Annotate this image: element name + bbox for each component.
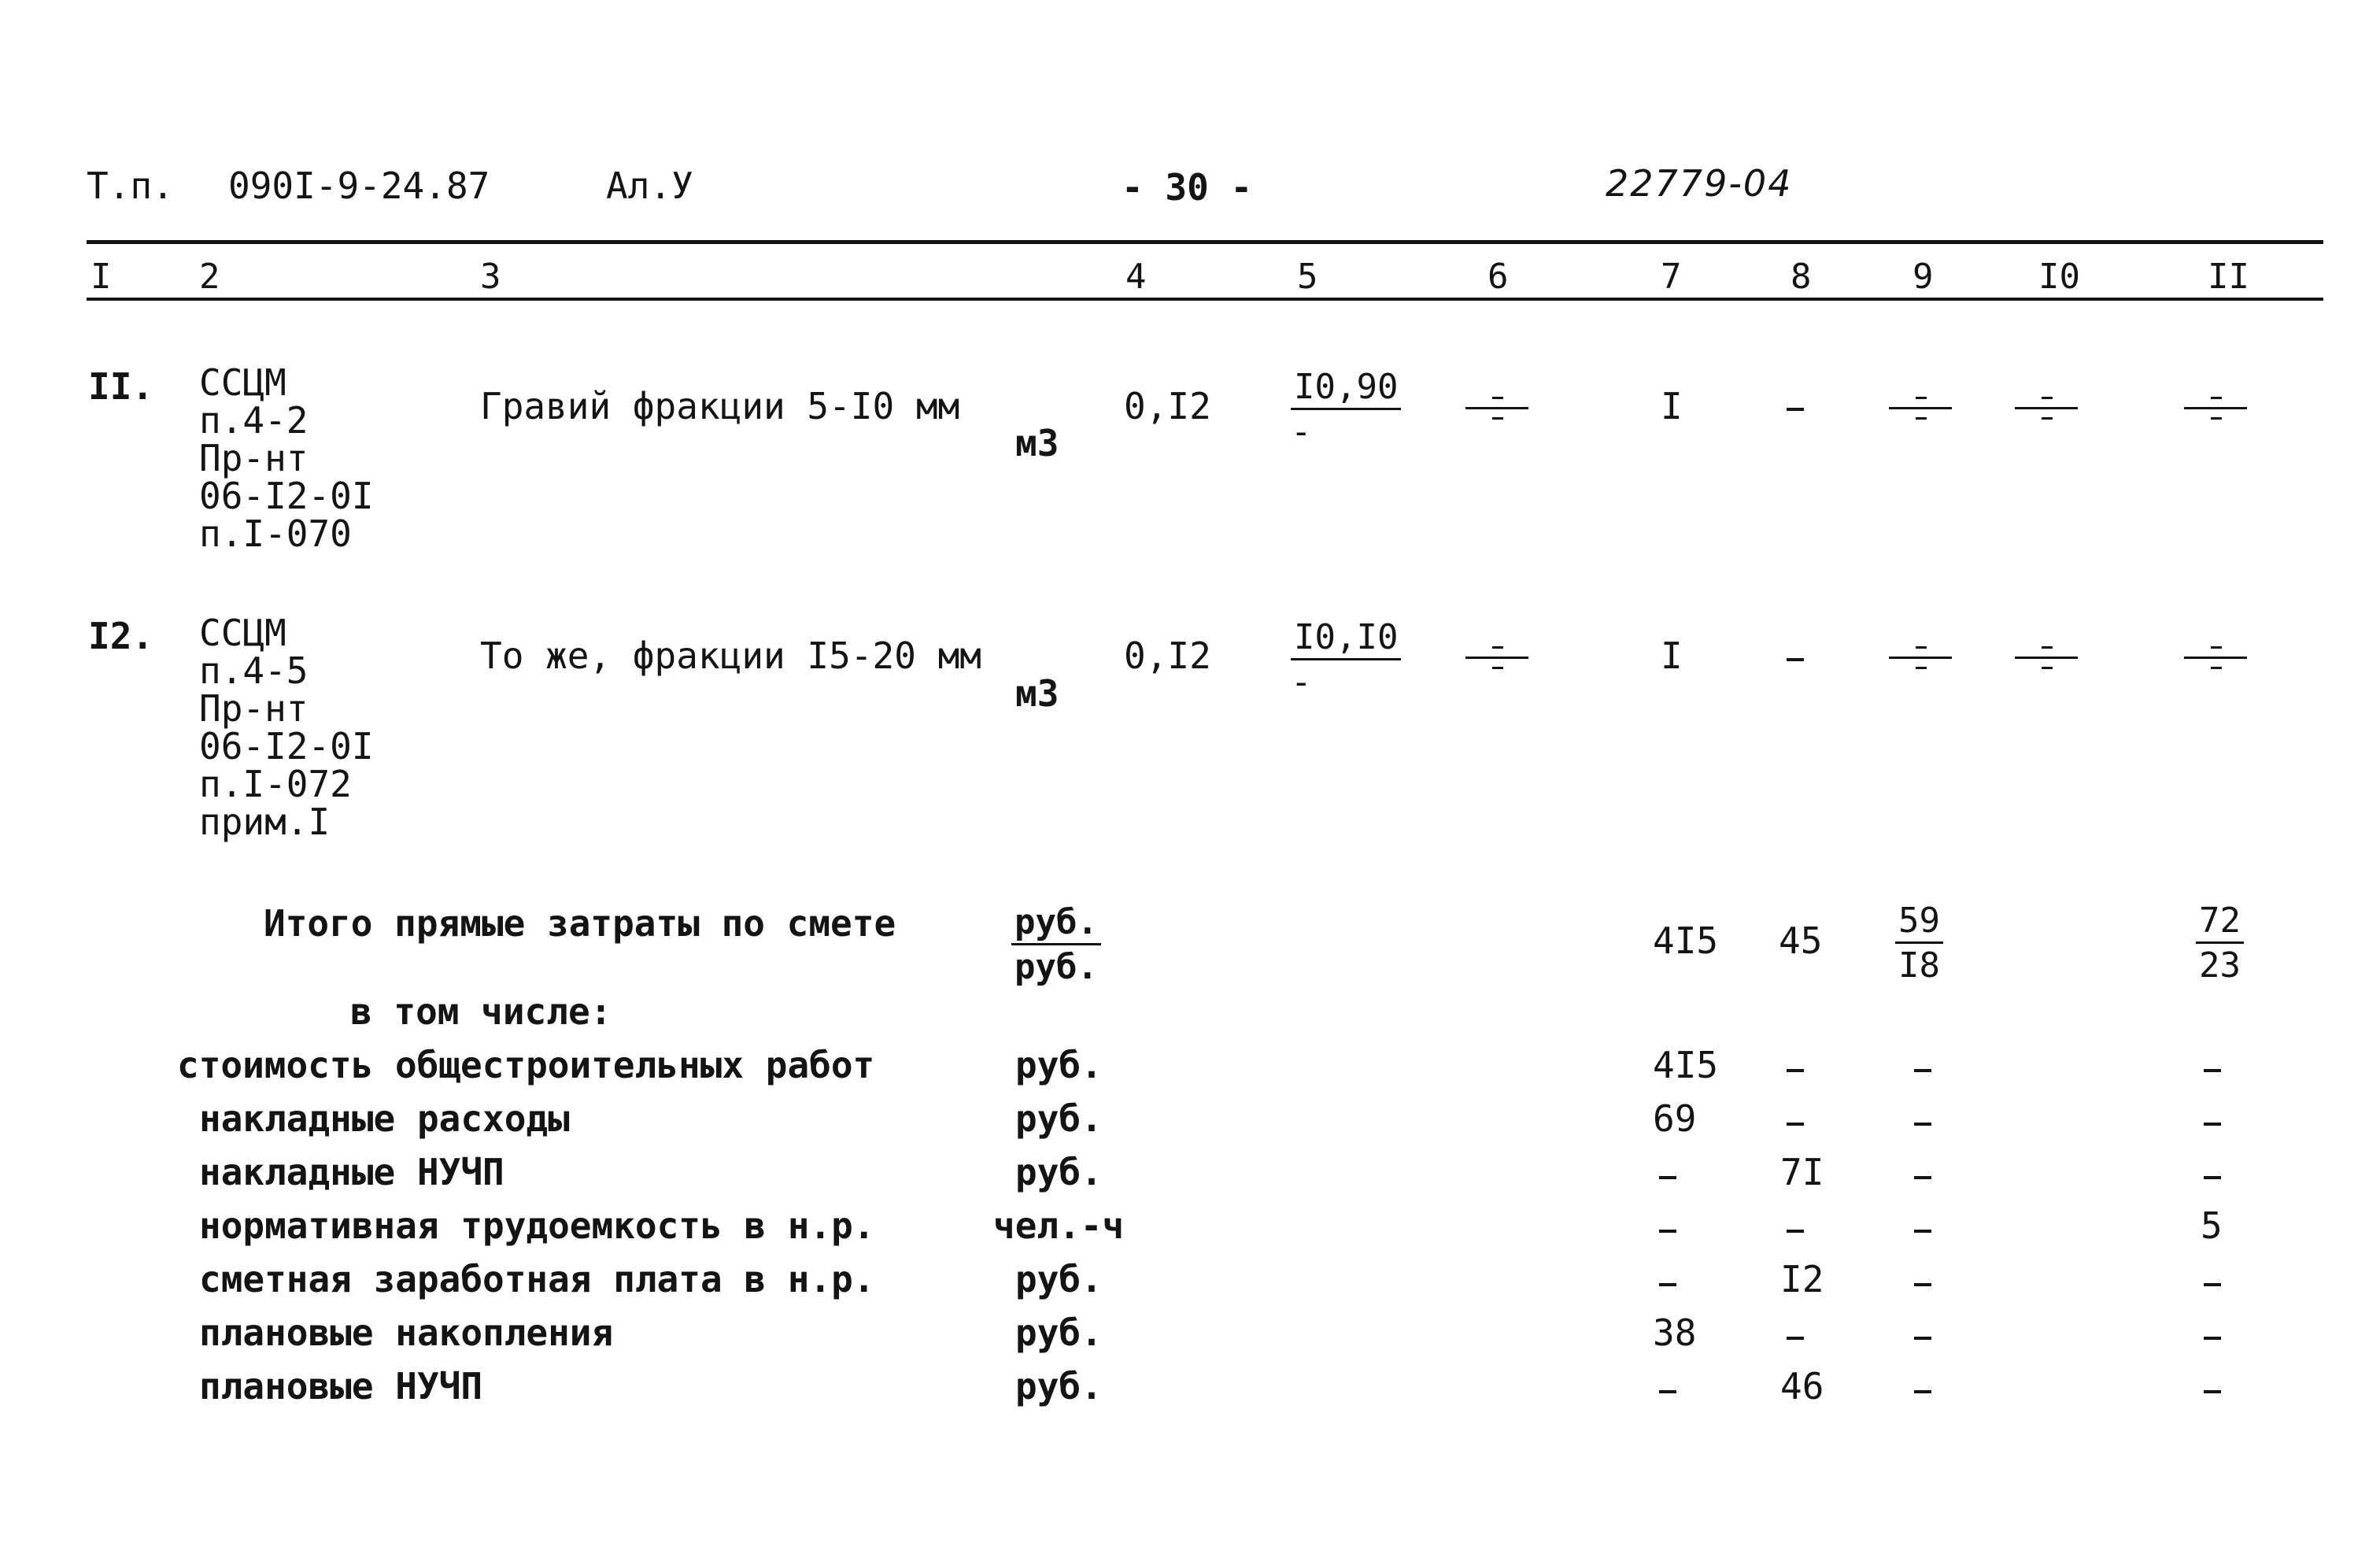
item-description: Гравий фракции 5-I0 мм bbox=[480, 385, 960, 427]
empty-fraction-mark bbox=[2184, 642, 2247, 673]
total-unit-secondary: руб. bbox=[1014, 947, 1098, 987]
breakdown-col9-dash bbox=[1914, 1069, 1931, 1072]
unit: м3 bbox=[1015, 672, 1059, 715]
breakdown-col11-dash bbox=[2204, 1069, 2221, 1072]
breakdown-col7-dash bbox=[1659, 1283, 1676, 1286]
breakdown-col11-dash bbox=[2204, 1123, 2221, 1126]
breakdown-unit: руб. bbox=[1015, 1258, 1103, 1300]
breakdown-col11: 5 bbox=[2201, 1204, 2223, 1247]
breakdown-label: плановые НУЧП bbox=[199, 1365, 483, 1407]
breakdown-col7: 4I5 bbox=[1653, 1044, 1719, 1086]
total-col9 bbox=[1895, 901, 1943, 986]
header-rule-top bbox=[87, 240, 2323, 244]
col7-value: I bbox=[1661, 385, 1683, 427]
item-description: То же, фракции I5-20 мм bbox=[480, 634, 981, 677]
unit: м3 bbox=[1015, 422, 1059, 464]
breakdown-label: накладные расходы bbox=[199, 1097, 570, 1140]
breakdown-unit: руб. bbox=[1015, 1151, 1103, 1193]
total-label: Итого прямые затраты по смете bbox=[264, 902, 896, 945]
breakdown-col11-dash bbox=[2204, 1390, 2221, 1393]
breakdown-col8-dash bbox=[1787, 1069, 1804, 1072]
total-unit-primary: руб. bbox=[1011, 905, 1101, 945]
breakdown-col11-dash bbox=[2204, 1176, 2221, 1179]
rate-reference: ССЦМ п.4-5 Пр-нт 06-I2-0I п.I-072 прим.I bbox=[199, 612, 374, 843]
column-header: 5 bbox=[1297, 257, 1318, 297]
total-col7: 4I5 bbox=[1653, 919, 1719, 962]
page-number: - 30 - bbox=[1122, 166, 1253, 209]
breakdown-col7-dash bbox=[1659, 1176, 1676, 1179]
unit-price-secondary: - bbox=[1291, 662, 1312, 702]
breakdown-label: нормативная трудоемкость в н.р. bbox=[199, 1204, 875, 1247]
breakdown-col9-dash bbox=[1914, 1390, 1931, 1393]
column-header: I bbox=[91, 257, 112, 297]
row-number: II. bbox=[88, 365, 154, 408]
breakdown-col9-dash bbox=[1914, 1283, 1931, 1286]
breakdown-col8: I2 bbox=[1780, 1258, 1824, 1300]
breakdown-col7-dash bbox=[1659, 1230, 1676, 1233]
col8-dash bbox=[1787, 658, 1804, 661]
breakdown-label: плановые накопления bbox=[199, 1311, 614, 1354]
column-header: 6 bbox=[1488, 257, 1509, 297]
breakdown-unit: руб. bbox=[1015, 1311, 1103, 1354]
empty-fraction-mark bbox=[2015, 392, 2078, 424]
breakdown-label: накладные НУЧП bbox=[199, 1151, 504, 1193]
column-header: 3 bbox=[480, 257, 501, 297]
quantity: 0,I2 bbox=[1124, 634, 1211, 677]
column-header: 7 bbox=[1661, 257, 1682, 297]
unit-price-value: I0,I0 bbox=[1291, 620, 1401, 660]
breakdown-unit: руб. bbox=[1015, 1044, 1103, 1086]
empty-fraction-mark bbox=[1465, 642, 1528, 673]
project-code: 090I-9-24.87 bbox=[228, 165, 490, 207]
column-header: I0 bbox=[2038, 257, 2080, 297]
total-col9-secondary: I8 bbox=[1898, 945, 1940, 986]
breakdown-col8: 7I bbox=[1780, 1151, 1824, 1193]
breakdown-col8-dash bbox=[1787, 1230, 1804, 1233]
quantity: 0,I2 bbox=[1124, 385, 1211, 427]
breakdown-col8: 46 bbox=[1780, 1365, 1824, 1407]
empty-fraction-mark bbox=[1465, 392, 1528, 424]
total-col8: 45 bbox=[1779, 919, 1823, 962]
rate-reference: ССЦМ п.4-2 Пр-нт 06-I2-0I п.I-070 bbox=[199, 361, 374, 555]
breakdown-unit: руб. bbox=[1015, 1365, 1103, 1407]
unit-price bbox=[1291, 367, 1401, 452]
breakdown-col7-dash bbox=[1659, 1390, 1676, 1393]
column-header: II bbox=[2208, 257, 2249, 297]
col8-dash bbox=[1787, 408, 1804, 411]
unit-price-value: I0,90 bbox=[1291, 370, 1401, 410]
empty-fraction-mark bbox=[2015, 642, 2078, 673]
breakdown-col11-dash bbox=[2204, 1283, 2221, 1286]
breakdown-col11-dash bbox=[2204, 1337, 2221, 1340]
column-header: 9 bbox=[1913, 257, 1934, 297]
total-col11 bbox=[2196, 901, 2244, 986]
breakdown-unit: чел.-ч bbox=[993, 1204, 1125, 1247]
breakdown-col9-dash bbox=[1914, 1337, 1931, 1340]
breakdown-col8-dash bbox=[1787, 1337, 1804, 1340]
empty-fraction-mark bbox=[2184, 392, 2247, 424]
breakdown-label: стоимость общестроительных работ bbox=[177, 1044, 875, 1086]
unit-price bbox=[1291, 617, 1401, 702]
header-rule-bottom bbox=[87, 298, 2323, 301]
total-col9-primary: 59 bbox=[1895, 904, 1943, 944]
col7-value: I bbox=[1661, 634, 1683, 677]
breakdown-unit: руб. bbox=[1015, 1097, 1103, 1140]
column-header: 2 bbox=[199, 257, 220, 297]
including-label: в том числе: bbox=[350, 990, 612, 1033]
document-number: 22779-04 bbox=[1606, 162, 1793, 205]
column-header: 4 bbox=[1125, 257, 1147, 297]
column-header: 8 bbox=[1791, 257, 1812, 297]
total-col11-primary: 72 bbox=[2196, 904, 2244, 944]
breakdown-col9-dash bbox=[1914, 1176, 1931, 1179]
breakdown-col9-dash bbox=[1914, 1123, 1931, 1126]
breakdown-col8-dash bbox=[1787, 1123, 1804, 1126]
empty-fraction-mark bbox=[1889, 392, 1952, 424]
tp-label: Т.п. bbox=[87, 165, 174, 207]
total-unit bbox=[1011, 902, 1101, 987]
breakdown-col7: 38 bbox=[1653, 1311, 1697, 1354]
total-col11-secondary: 23 bbox=[2199, 945, 2241, 986]
breakdown-label: сметная заработная плата в н.р. bbox=[199, 1258, 875, 1300]
breakdown-col7: 69 bbox=[1653, 1097, 1697, 1140]
unit-price-secondary: - bbox=[1291, 412, 1312, 452]
breakdown-col9-dash bbox=[1914, 1230, 1931, 1233]
row-number: I2. bbox=[88, 615, 154, 657]
empty-fraction-mark bbox=[1889, 642, 1952, 673]
album-label: Ал.У bbox=[606, 165, 693, 207]
